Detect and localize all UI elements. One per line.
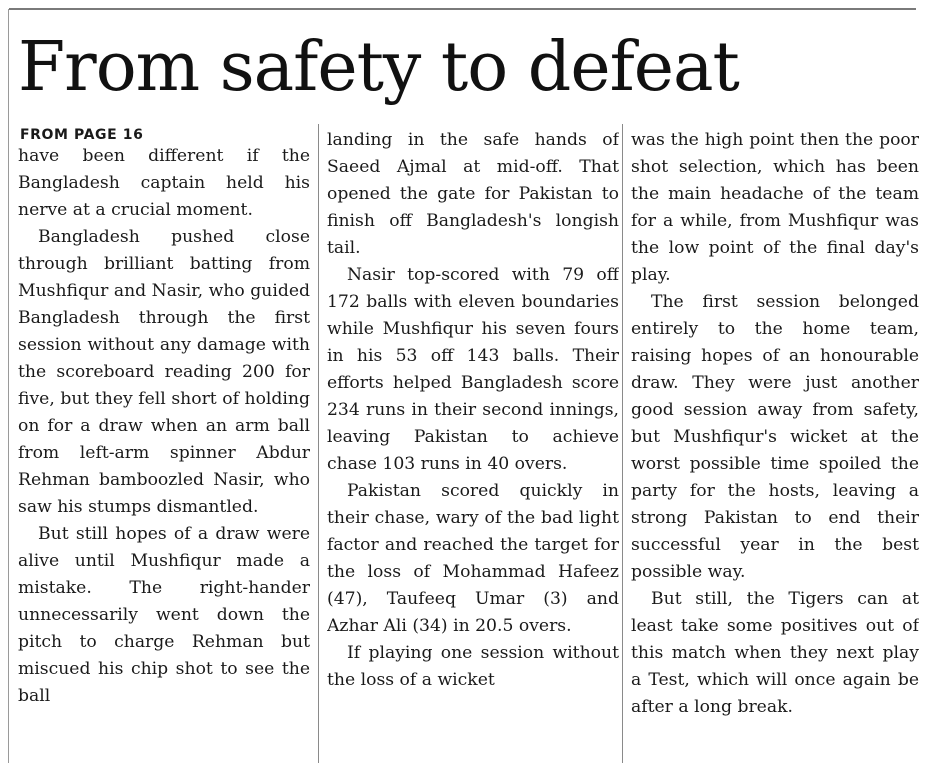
paragraph: Nasir top-scored with 79 off 172 balls with eleven boundaries while Mushfiqur his seven fours in his 53 off 143 balls. Their efforts helped Bangladesh score 234 runs in their second innings, leaving Pakistan to achieve chase 103 runs in 40 overs. [327, 265, 619, 474]
paragraph: landing in the safe hands of Saeed Ajmal at mid-off. That opened the gate for Pakistan to finish off Bangladesh's longish tail. [327, 130, 619, 258]
paragraph: Pakistan scored quickly in their chase, wary of the bad light factor and reached the target for the loss of Mohammad Hafeez (47), Taufeeq Umar (3) and Azhar Ali (34) in 20.5 overs. [327, 481, 619, 636]
headline: From safety to defeat [18, 28, 739, 107]
continuation-kicker: FROM PAGE 16 [20, 127, 144, 143]
paragraph: was the high point then the poor shot selection, which has been the main headache of the team for a while, from Mushfiqur was the low point of the final day's play. [631, 130, 919, 285]
paragraph: But still hopes of a draw were alive until Mushfiqur made a mistake. The right-hander unnecessarily went down the pitch to charge Rehman but miscued his chip shot to see the ball [18, 524, 310, 706]
paragraph: have been different if the Bangladesh captain held his nerve at a crucial moment. [18, 146, 310, 220]
paragraph: Bangladesh pushed close through brilliant batting from Mushfiqur and Nasir, who guided Bangladesh through the first session without any damage with the scoreboard reading 200 for five, but they fell short of holding on for a draw when an arm ball from left-arm spinner Abdur Rehman bamboozled Nasir, who saw his stumps dismantled. [18, 227, 310, 517]
column-divider [622, 124, 623, 763]
column-divider [318, 124, 319, 763]
article-column-2 [327, 127, 619, 763]
article-column-1 [18, 127, 310, 763]
article-column-3 [631, 127, 919, 763]
paragraph: If playing one session without the loss of a wicket [327, 643, 619, 690]
paragraph: The first session belonged entirely to the home team, raising hopes of an honourable draw. They were just another good session away from safety, but Mushfiqur's wicket at the worst possible time spoiled the party for the hosts, leaving a strong Pakistan to end their successful year in the best possible way. [631, 292, 919, 582]
paragraph: But still, the Tigers can at least take some positives out of this match when they next play a Test, which will once again be after a long break. [631, 589, 919, 717]
top-rule [9, 8, 916, 10]
left-rule [8, 9, 9, 763]
